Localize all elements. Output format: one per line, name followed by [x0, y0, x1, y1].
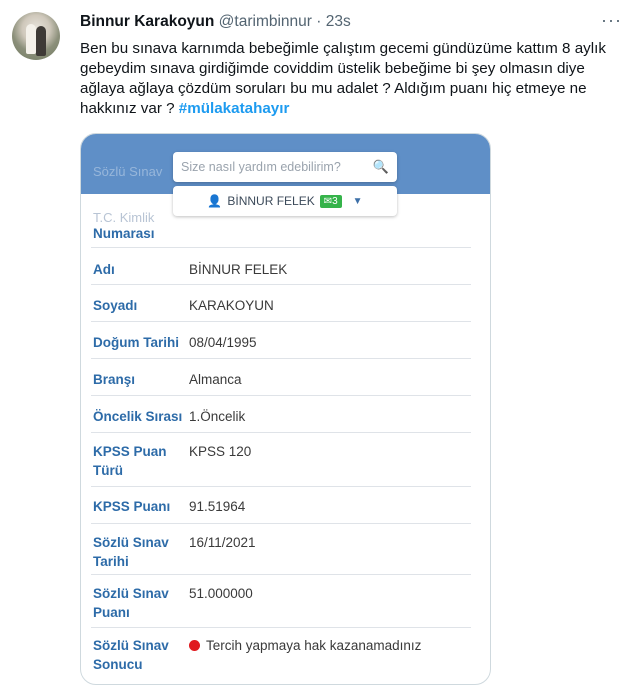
table-row	[91, 285, 471, 322]
tweet-body: Ben bu sınava karnımda bebeğimle çalıştım gecemi gündüzüme kattım 8 aylık gebeydim sınava girdiğimde coviddim üstelik bebeğime bi şey olmasın diye ağlaya ağlaya çözdüm soruları bu mu adalet ? Aldığım puanı hiç etmeye ne hakkınız var ?	[80, 40, 606, 117]
tweet-text	[80, 39, 628, 119]
ghost-label: Sözlü Sınav	[93, 164, 163, 179]
separator: ·	[316, 13, 322, 30]
tweet-media-image[interactable]	[80, 133, 491, 685]
row-label: Branşı	[93, 372, 136, 387]
result-text: Tercih yapmaya hak kazanamadınız	[206, 638, 422, 653]
chevron-down-icon[interactable]: ▼	[352, 195, 363, 207]
table-row	[91, 575, 471, 628]
status-dot-icon	[189, 640, 200, 651]
row-label: Öncelik Sırası	[93, 409, 183, 424]
table-row	[91, 322, 471, 359]
user-name: BİNNUR FELEK	[227, 194, 315, 208]
row-label: Sözlü Sınav Puanı	[93, 586, 169, 620]
ghost-kimlik: T.C. Kimlik	[93, 210, 155, 225]
row-value: BİNNUR FELEK	[189, 262, 288, 277]
info-table	[91, 216, 471, 676]
row-value: 1.Öncelik	[189, 409, 246, 424]
table-row	[91, 396, 471, 433]
author-name[interactable]: Binnur Karakoyun	[80, 13, 215, 30]
table-row	[91, 628, 471, 676]
author-handle[interactable]: @tarimbinnur	[218, 13, 312, 30]
user-icon: 👤	[207, 194, 223, 208]
row-label: Numarası	[93, 226, 155, 241]
row-label: Adı	[93, 262, 115, 277]
search-icon[interactable]: 🔍	[372, 159, 389, 174]
table-row	[91, 487, 471, 524]
more-options-icon[interactable]: ···	[601, 10, 622, 30]
hashtag-link[interactable]: #mülakatahayır	[178, 100, 290, 117]
avatar-figure-groom	[36, 26, 46, 56]
search-box[interactable]	[173, 152, 397, 182]
table-row	[91, 524, 471, 575]
table-row	[91, 433, 471, 487]
search-input[interactable]: Size nasıl yardım edebilirim?	[181, 160, 341, 174]
row-value: 51.000000	[189, 586, 253, 601]
row-value: KARAKOYUN	[189, 298, 274, 313]
avatar[interactable]	[12, 12, 60, 60]
row-value: 91.51964	[189, 499, 246, 514]
row-label: KPSS Puanı	[93, 499, 171, 514]
tweet-time[interactable]: 23s	[325, 13, 351, 30]
row-label: Sözlü Sınav Sonucu	[93, 638, 169, 672]
row-value: Almanca	[189, 372, 242, 387]
row-value: 16/11/2021	[189, 535, 256, 550]
tweet-header	[80, 13, 351, 31]
row-label: KPSS Puan Türü	[93, 444, 167, 478]
user-dropdown[interactable]	[173, 186, 397, 216]
row-value: KPSS 120	[189, 444, 252, 459]
row-label: Sözlü Sınav Tarihi	[93, 535, 169, 569]
avatar-figure-bride	[26, 24, 36, 54]
table-row	[91, 359, 471, 396]
row-label: Doğum Tarihi	[93, 335, 179, 350]
row-value	[189, 636, 421, 655]
table-row	[91, 248, 471, 285]
message-badge[interactable]: ✉3	[320, 195, 342, 208]
row-label: Soyadı	[93, 298, 138, 313]
row-value: 08/04/1995	[189, 335, 257, 350]
table-row	[91, 216, 471, 248]
